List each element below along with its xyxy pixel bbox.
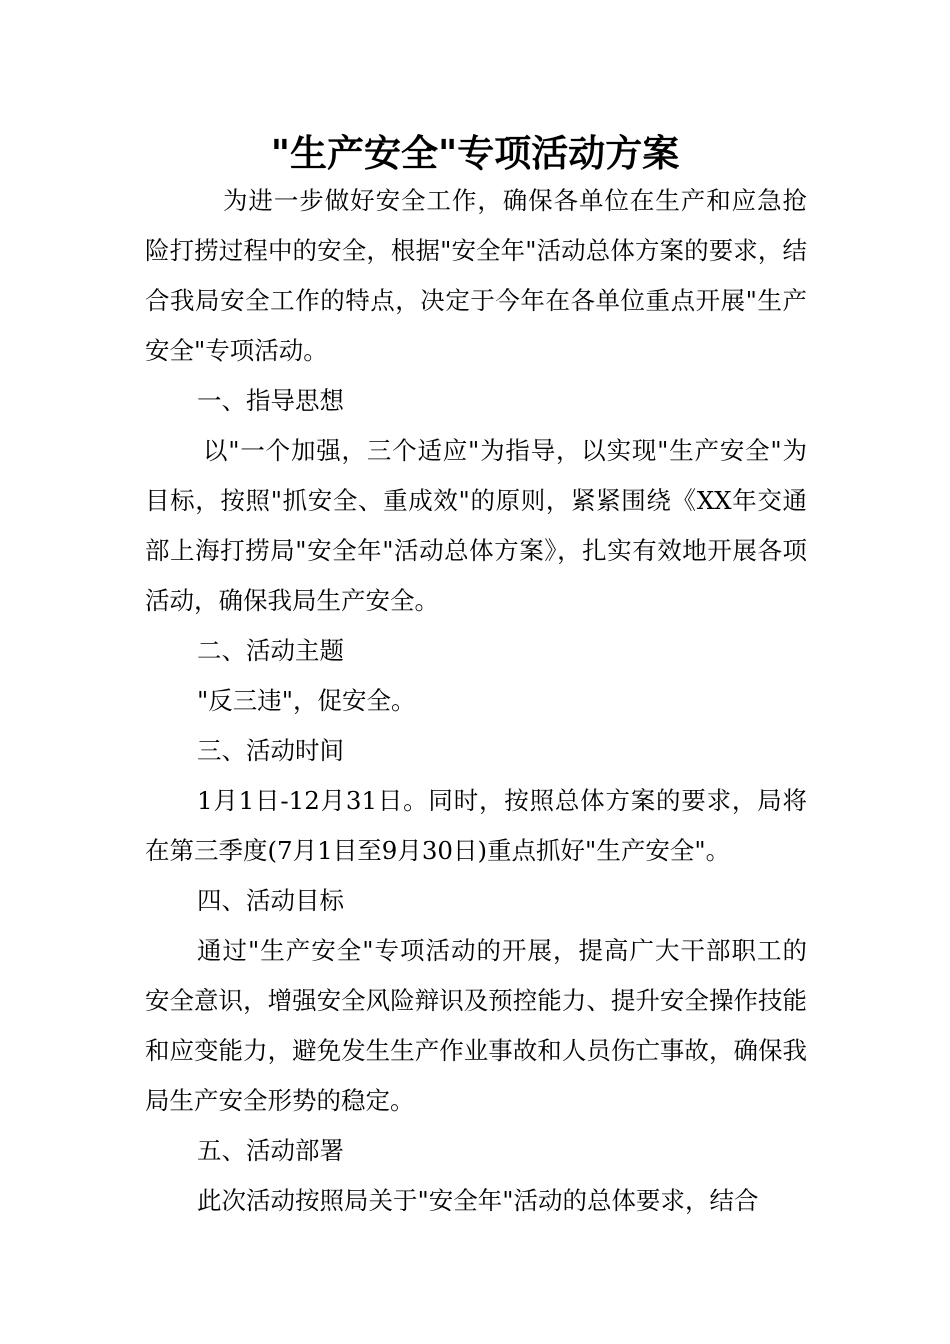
activity-theme-paragraph: "反三违"，促安全。 [197, 686, 416, 715]
activity-deployment-paragraph: 此次活动按照局关于"安全年"活动的总体要求，结合 [197, 1186, 759, 1215]
section-heading-activity-goal: 四、活动目标 [197, 886, 344, 915]
document-body [145, 176, 807, 1226]
section-heading-activity-theme: 二、活动主题 [197, 636, 344, 665]
section-heading-activity-time: 三、活动时间 [197, 736, 344, 765]
activity-goal-paragraph: 通过"生产安全"专项活动的开展，提高广大干部职工的安全意识，增强安全风险辩识及预控能力、提升安全操作技能和应变能力，避免发生生产作业事故和人员伤亡事故，确保我局生产安全形势的稳定。 [145, 936, 807, 1115]
intro-paragraph: 为进一步做好安全工作，确保各单位在生产和应急抢险打捞过程中的安全，根据"安全年"活动总体方案的要求，结合我局安全工作的特点，决定于今年在各单位重点开展"生产安全"专项活动。 [145, 186, 807, 365]
guiding-ideology-paragraph: 以"一个加强，三个适应"为指导，以实现"生产安全"为目标，按照"抓安全、重成效"的原则，紧紧围绕《XX年交通部上海打捞局"安全年"活动总体方案》，扎实有效地开展各项活动，确保我局生产安全。 [145, 436, 807, 615]
document-title: "生产安全"专项活动方案 [270, 131, 680, 175]
section-heading-activity-deployment: 五、活动部署 [197, 1136, 344, 1165]
activity-time-paragraph: 1月1日-12月31日。同时，按照总体方案的要求，局将在第三季度(7月1目至9月30日)重点抓好"生产安全"。 [145, 786, 807, 865]
section-heading-guiding-ideology: 一、指导思想 [197, 386, 344, 415]
